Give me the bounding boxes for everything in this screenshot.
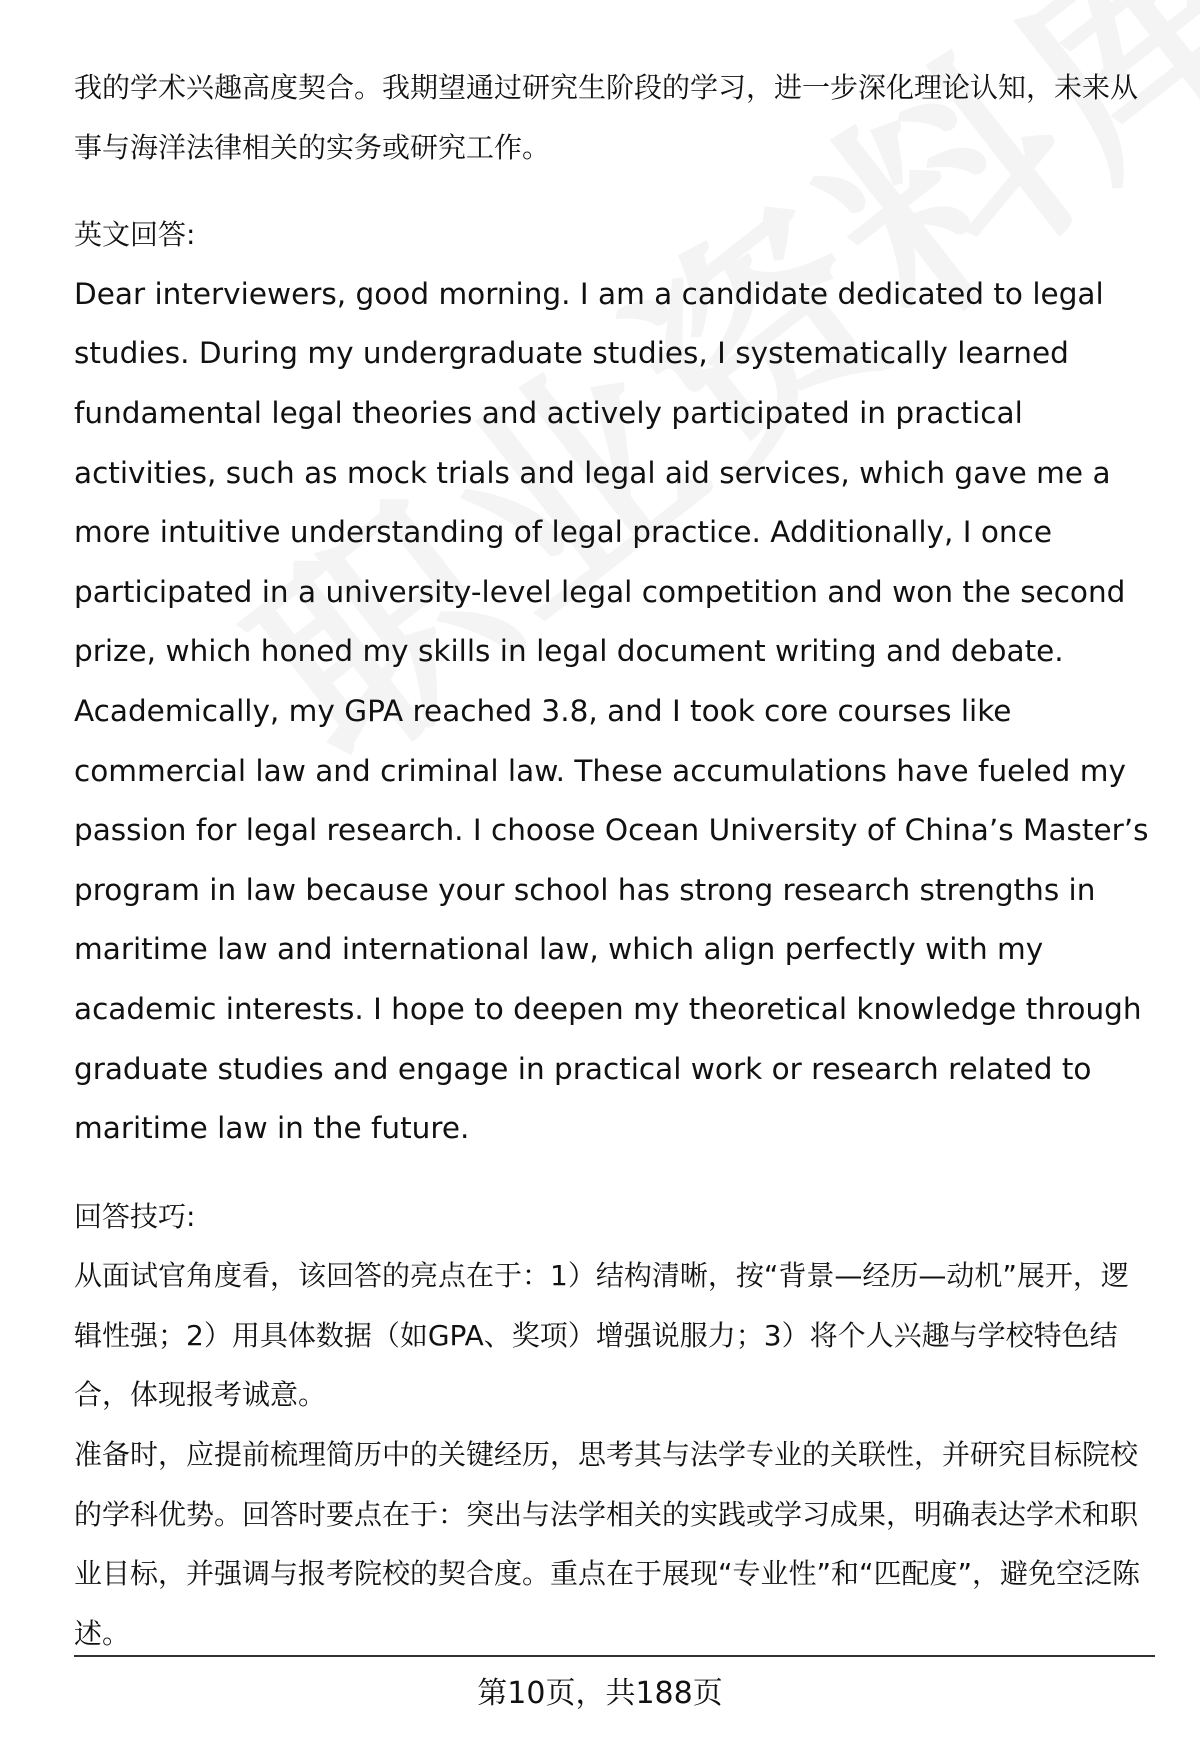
intro-continuation-paragraph: 我的学术兴趣高度契合。我期望通过研究生阶段的学习，进一步深化理论认知，未来从事与海洋法律相关的实务或研究工作。 bbox=[74, 71, 1139, 164]
tips-paragraph-2: 准备时，应提前梳理简历中的关键经历，思考其与法学专业的关联性，并研究目标院校的学科优势。回答时要点在于：突出与法学相关的实践或学习成果，明确表达学术和职业目标，并强调与报考院校的契合度。重点在于展现“专业性”和“匹配度”，避免空泛陈述。 bbox=[74, 1438, 1141, 1650]
page-number: 第10页，共188页 bbox=[477, 1676, 723, 1711]
english-answer-paragraph: Dear interviewers, good morning. I am a candidate dedicated to legal studies. During my undergraduate studies, I systematically learned fundamental legal theories and actively participated in practical activities, such as mock trials and legal aid services, which gave me a more intuitive understanding of legal practice. Additionally, I once participated in a university-level legal competition and won the second prize, which honed my skills in legal document writing and debate. Academically, my GPA reached 3.8, and I took core courses like commercial law and criminal law. These accumulations have fueled my passion for legal research. I choose Ocean University of China’s Master’s program in law because your school has strong research strengths in maritime law and international law, which align perfectly with my academic interests. I hope to deepen my theoretical knowledge through graduate studies and engage in practical work or research related to maritime law in the future. bbox=[74, 276, 1158, 1146]
footer-divider bbox=[74, 1655, 1155, 1657]
tips-paragraph-1: 从面试官角度看，该回答的亮点在于：1）结构清晰，按“背景—经历—动机”展开，逻辑性强；2）用具体数据（如GPA、奖项）增强说服力；3）将个人兴趣与学校特色结合，体现报考诚意。 bbox=[74, 1259, 1129, 1412]
document-body bbox=[74, 58, 1158, 1663]
tips-heading: 回答技巧: bbox=[74, 1199, 196, 1233]
english-answer-heading: 英文回答: bbox=[74, 218, 196, 252]
